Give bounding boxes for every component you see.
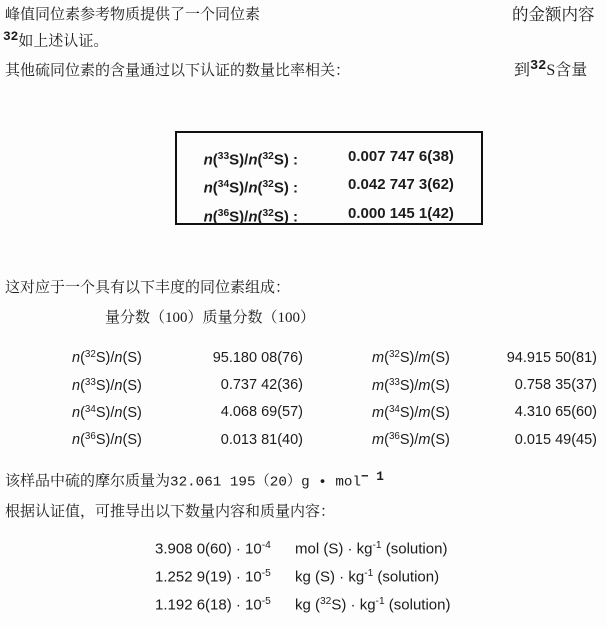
derived-value: 3.908 $0(60) \cdot 10^{-4}$ [155, 540, 271, 558]
abundance-n-label: n($^{34}$S)/n(S) [72, 403, 142, 422]
derived-unit: mol $(S) \cdot kg^{-1}$ (solution) [295, 540, 448, 558]
ratio-row [177, 201, 481, 229]
abundance-m-label: m($^{32}$S)/m(S) [372, 349, 450, 367]
ratio-value-33-32: 0.007 747 6(38) [348, 148, 454, 165]
abundance-n-value: 95.180 08(76) [212, 349, 303, 366]
abundance-table [72, 344, 597, 454]
derived-unit: kg $(^{32}S) \cdot kg^{-1}$ (solution) [295, 596, 451, 614]
derived-quantities-table [155, 535, 450, 619]
abundance-n-value: 0.013 81(40) [220, 431, 303, 448]
ratio-row [177, 144, 481, 172]
ratio-label-34-32: n($^{34}$S)/n($^{32}$S) : [203, 179, 298, 197]
ratio-value-36-32: 0.000 145 1(42) [348, 204, 454, 222]
abundance-m-value: 0.015 49(45) [514, 431, 597, 448]
ratio-value-34-32: 0.042 747 3(62) [348, 176, 454, 194]
abundance-n-label: n($^{36}$S)/n(S) [72, 431, 142, 449]
amount-content-fragment: 的金额内容 [512, 5, 595, 24]
abundance-m-value: 4.310 65(60) [514, 404, 597, 421]
abundance-m-value: 0.758 35(37) [514, 377, 597, 394]
s32-content-fragment: 到$^{32}$S含量 [514, 59, 588, 80]
derived-value: 1.192 $6(18) \cdot 10^{-5}$ [155, 596, 271, 614]
abundance-n-label: n($^{33}$S)/n(S) [72, 376, 142, 394]
certified-ratios-box [175, 131, 483, 225]
abundance-n-label: n($^{32}$S)/n(S) [72, 349, 142, 367]
abundance-m-label: m($^{33}$S)/m(S) [372, 376, 450, 394]
abundance-n-value: 4.068 69(57) [220, 404, 303, 421]
ratio-label-33-32: n($^{33}$S)/n($^{32}$S) : [203, 151, 298, 169]
paragraph-2: 其他硫同位素的含量通过以下认证的数量比率相关： [5, 63, 351, 79]
ratio-row [177, 172, 481, 200]
abundance-table-header: 量分数（100）质量分数（100） [105, 310, 316, 326]
paragraph-1-line-1: 峰值同位素参考物质提供了一个同位素 [5, 7, 261, 23]
abundance-m-value: 94.915 50(81) [506, 349, 597, 366]
derived-value: 1.252 $9(19) \cdot 10^{-5}$ [155, 568, 271, 586]
ratio-label-36-32: n($^{36}$S)/n($^{32}$S) : [203, 207, 298, 225]
molar-mass-paragraph: 该样品中硫的摩尔质量为32.061 195（20）g • mol$^{- 1}$ [5, 469, 384, 491]
abundance-m-label: m($^{36}$S)/m(S) [372, 431, 450, 449]
derived-unit: kg $(S) \cdot kg^{-1}$ (solution) [295, 568, 440, 586]
abundance-n-value: 0.737 42(36) [220, 377, 303, 394]
paragraph-5: 根据认证值，可推导出以下数量内容和质量内容： [5, 504, 336, 520]
paragraph-1-line-2: $^{32}$如上述认证。 [3, 29, 109, 50]
abundance-m-label: m($^{34}$S)/m(S) [372, 403, 450, 422]
paragraph-3: 这对应于一个具有以下丰度的同位素组成： [5, 280, 291, 296]
